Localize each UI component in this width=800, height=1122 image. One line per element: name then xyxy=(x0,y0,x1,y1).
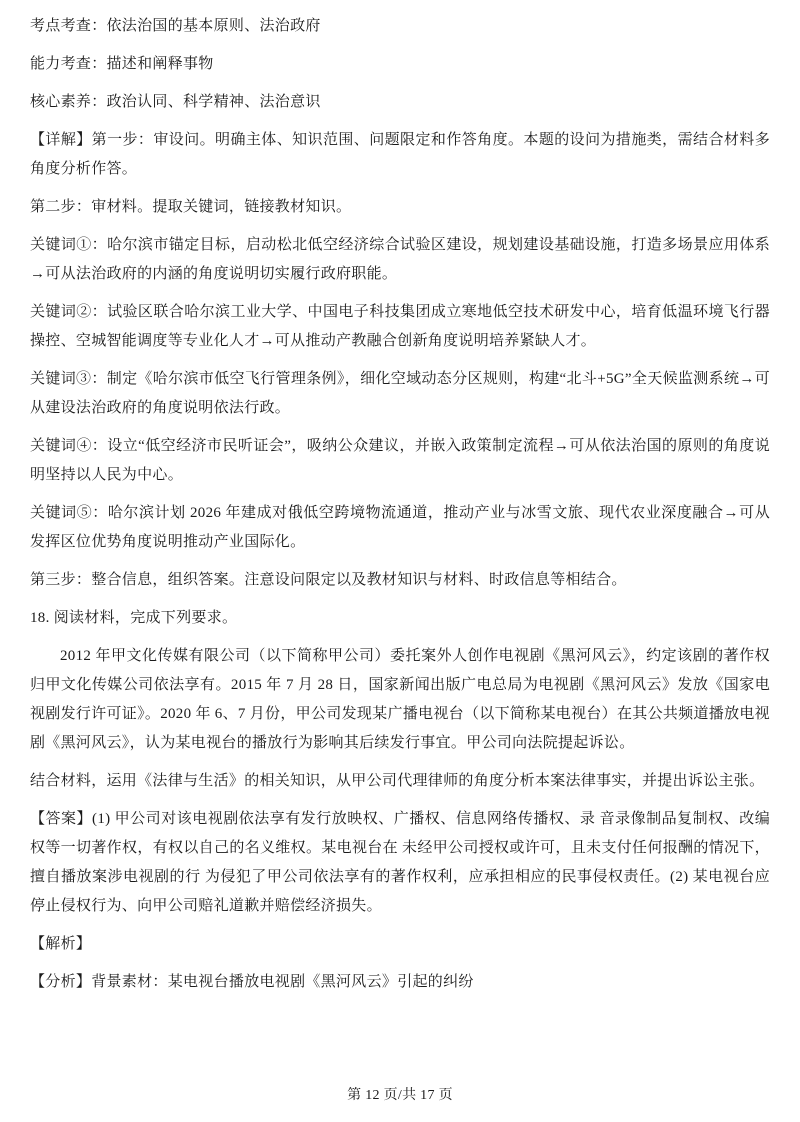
keyword-1-paragraph: 关键词①：哈尔滨市锚定目标，启动松北低空经济综合试验区建设，规划建设基础设施，打造多场景应用体系→可从法治政府的内涵的角度说明切实履行政府职能。 xyxy=(30,237,770,282)
question-requirement-paragraph: 结合材料，运用《法律与生活》的相关知识，从甲公司代理律师的角度分析本案法律事实，并提出诉讼主张。 xyxy=(30,773,765,789)
document-content xyxy=(30,12,770,1076)
step3-line: 第三步：整合信息，组织答案。注意设问限定以及教材知识与材料、时政信息等相结合。 xyxy=(30,572,627,588)
step2-line: 第二步：审材料。提取关键词，链接教材知识。 xyxy=(30,199,352,215)
core-literacy-line: 核心素养：政治认同、科学精神、法治意识 xyxy=(30,94,321,110)
keyword-2-paragraph: 关键词②：试验区联合哈尔滨工业大学、中国电子科技集团成立寒地低空技术研发中心，培育低温环境飞行器操控、空城智能调度等专业化人才→可从推动产教融合创新角度说明培养紧缺人才。 xyxy=(30,304,770,349)
exam-point-line: 考点考查：依法治国的基本原则、法治政府 xyxy=(30,18,321,34)
keyword-4-paragraph: 关键词④：设立“低空经济市民听证会”，吸纳公众建议，并嵌入政策制定流程→可从依法治国的原则的角度说明坚持以人民为中心。 xyxy=(30,438,770,483)
material-paragraph: 2012 年甲文化传媒有限公司（以下简称甲公司）委托案外人创作电视剧《黑河风云》，约定该剧的著作权归甲文化传媒公司依法享有。2015 年 7 月 28 日，国家新闻出版广电总局为电视剧《黑河风云》发放《国家电视剧发行许可证》。2020 年 6、7 月份，甲公司发现某广播电视台（以下简称某电视台）在其公共频道播放电视剧《黑河风云》，认为某电视台的播放行为影响其后续发行事宜。甲公司向法院提起诉讼。 xyxy=(30,648,770,751)
keyword-3-paragraph: 关键词③：制定《哈尔滨市低空飞行管理条例》，细化空域动态分区规则，构建“北斗+5G”全天候监测系统→可从建设法治政府的角度说明依法行政。 xyxy=(30,371,770,416)
detailed-explanation-step1: 【详解】第一步：审设问。明确主体、知识范围、问题限定和作答角度。本题的设问为措施类，需结合材料多角度分析作答。 xyxy=(30,132,770,177)
analysis-heading: 【解析】 xyxy=(30,936,92,952)
page-number-footer: 第 12 页/共 17 页 xyxy=(347,1088,453,1103)
keyword-5-paragraph: 关键词⑤：哈尔滨计划 2026 年建成对俄低空跨境物流通道，推动产业与冰雪文旅、现代农业深度融合→可从发挥区位优势角度说明推动产业国际化。 xyxy=(30,505,770,550)
ability-line: 能力考查：描述和阐释事物 xyxy=(30,56,214,72)
question-18-heading: 18. 阅读材料，完成下列要求。 xyxy=(30,610,238,626)
answer-paragraph: 【答案】(1) 甲公司对该电视剧依法享有发行放映权、广播权、信息网络传播权、录 音录像制品复制权、改编权等一切著作权，有权以自己的名义维权。某电视台在 未经甲公司授权或许可，且未支付任何报酬的情况下，擅自播放案涉电视剧的行 为侵犯了甲公司依法享有的著作权利，应承担相应的民事侵权责任。(2) 某电视台应停止侵权行为、向甲公司赔礼道歉并赔偿经济损失。 xyxy=(30,811,770,914)
background-material-line: 【分析】背景素材：某电视台播放电视剧《黑河风云》引起的纠纷 xyxy=(30,974,474,990)
